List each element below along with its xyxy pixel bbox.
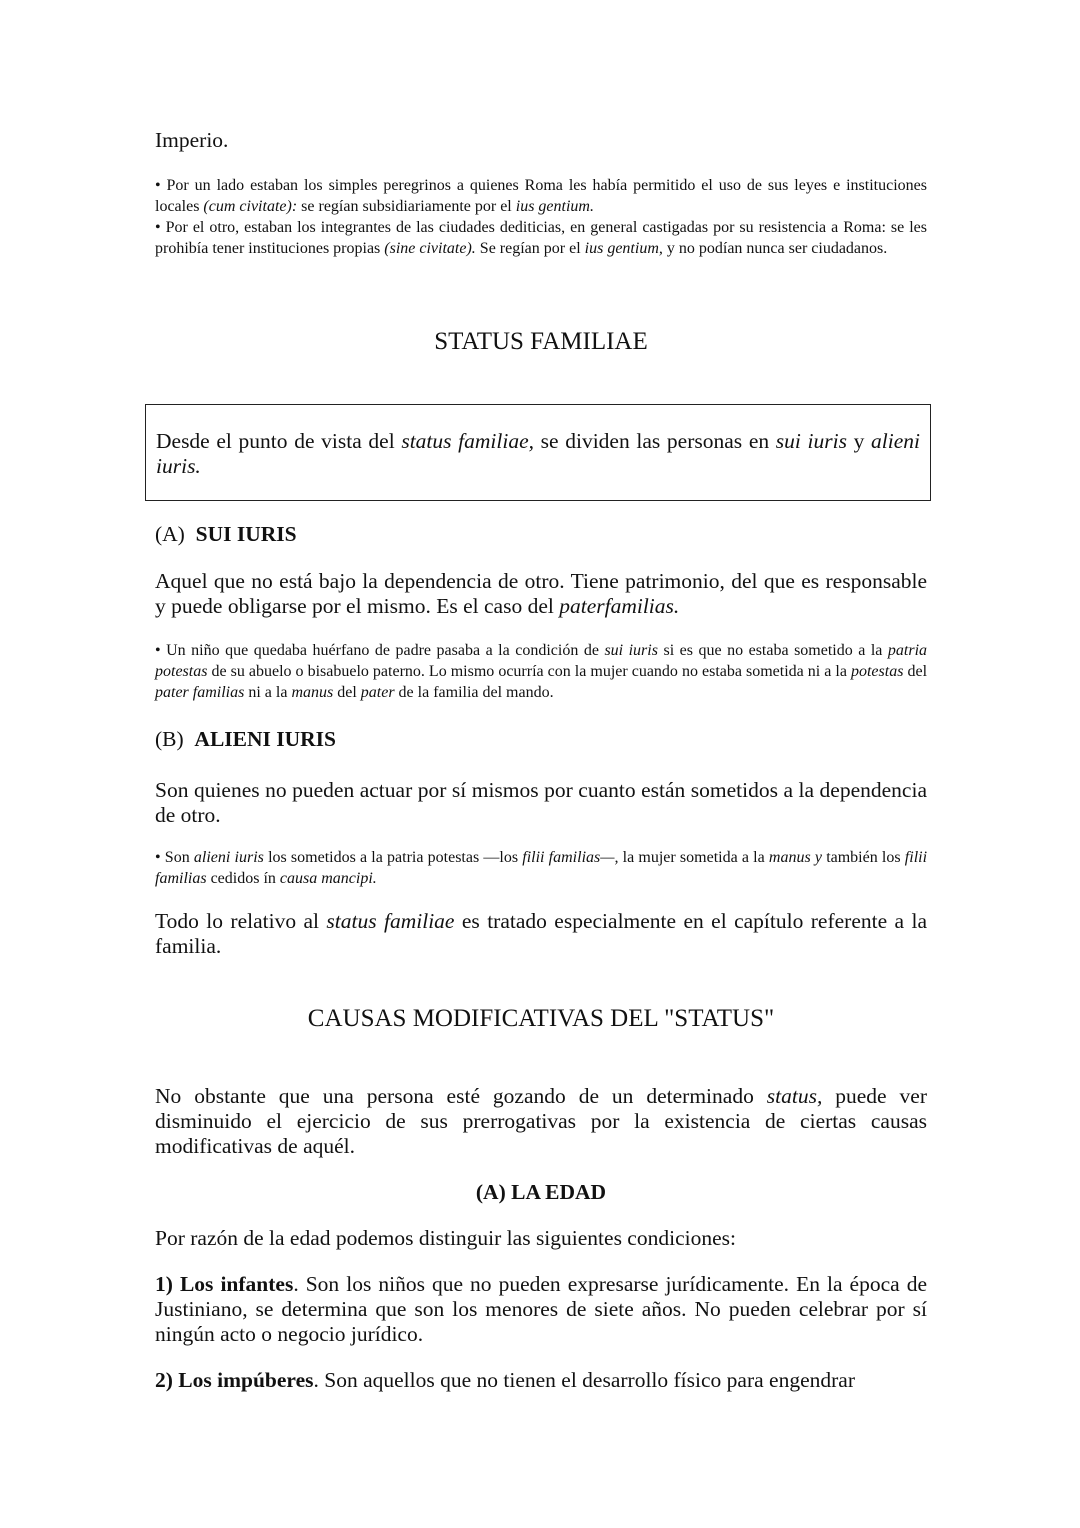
sui-iuris-definition: Aquel que no está bajo la dependencia de otro. Tiene patrimonio, del que es responsable y puede obligarse por el mismo. Es el caso del paterfamilias.: [155, 569, 927, 618]
status-familiae-closing: Todo lo relativo al status familiae es tratado especialmente en el capítulo referente a la familia.: [155, 909, 927, 958]
alieni-iuris-bullet: • Son alieni iuris los sometidos a la patria potestas —los filii familias—, la mujer sometida a la manus y también los filii familias cedidos ín causa mancipi.: [155, 849, 928, 887]
alieni-iuris-definition: Son quienes no pueden actuar por sí mismos por cuanto están sometidos a la dependencia de otro.: [155, 778, 927, 827]
causas-intro: No obstante que una persona esté gozando de un determinado status, puede ver disminuido el ejercicio de sus prerrogativas por la existencia de ciertas causas modificativas de aquél.: [155, 1084, 927, 1158]
continuation-text: Imperio.: [155, 128, 229, 152]
section-title-causas: CAUSAS MODIFICATIVAS DEL "STATUS": [307, 1005, 775, 1032]
bullet-cum-civitate: • Por un lado estaban los simples peregrinos a quienes Roma les había permitido el uso de sus leyes e instituciones locales (cum civitate): se regían subsidiariamente por el ius gentium.: [155, 177, 927, 215]
edad-item-infantes: 1) Los infantes. Son los niños que no pueden expresarse jurídicamente. En la época de Justiniano, se determina que son los menores de siete años. No pueden celebrar por sí ningún acto o negocio jurídico.: [155, 1272, 927, 1346]
subheading-la-edad: (A) LA EDAD: [475, 1180, 607, 1204]
bullet-sine-civitate: • Por el otro, estaban los integrantes de las ciudades dediticias, en general castigadas por su resistencia a Roma: se les prohibía tener instituciones propias (sine civitate). Se regían por el ius gentium, y no podían nunca ser ciudadanos.: [155, 219, 927, 257]
subheading-sui-iuris: (A) SUI IURIS: [155, 522, 297, 546]
edad-intro: Por razón de la edad podemos distinguir las siguientes condiciones:: [155, 1226, 736, 1250]
section-title-status-familiae: STATUS FAMILIAE: [434, 328, 648, 355]
edad-item-impuberes: 2) Los impúberes. Son aquellos que no tienen el desarrollo físico para engendrar: [155, 1368, 855, 1392]
peregrinos-bullets: [155, 175, 927, 259]
subheading-alieni-iuris: (B) ALIENI IURIS: [155, 727, 337, 751]
sui-iuris-bullet: • Un niño que quedaba huérfano de padre pasaba a la condición de sui iuris si es que no estaba sometido a la patria potestas de su abuelo o bisabuelo paterno. Lo mismo ocurría con la mujer cuando no estaba sometida ni a la potestas del pater familias ni a la manus del pater de la familia del mando.: [155, 642, 928, 701]
definition-box: Desde el punto de vista del status familiae, se dividen las personas en sui iuris y alieni iuris.: [145, 404, 931, 501]
